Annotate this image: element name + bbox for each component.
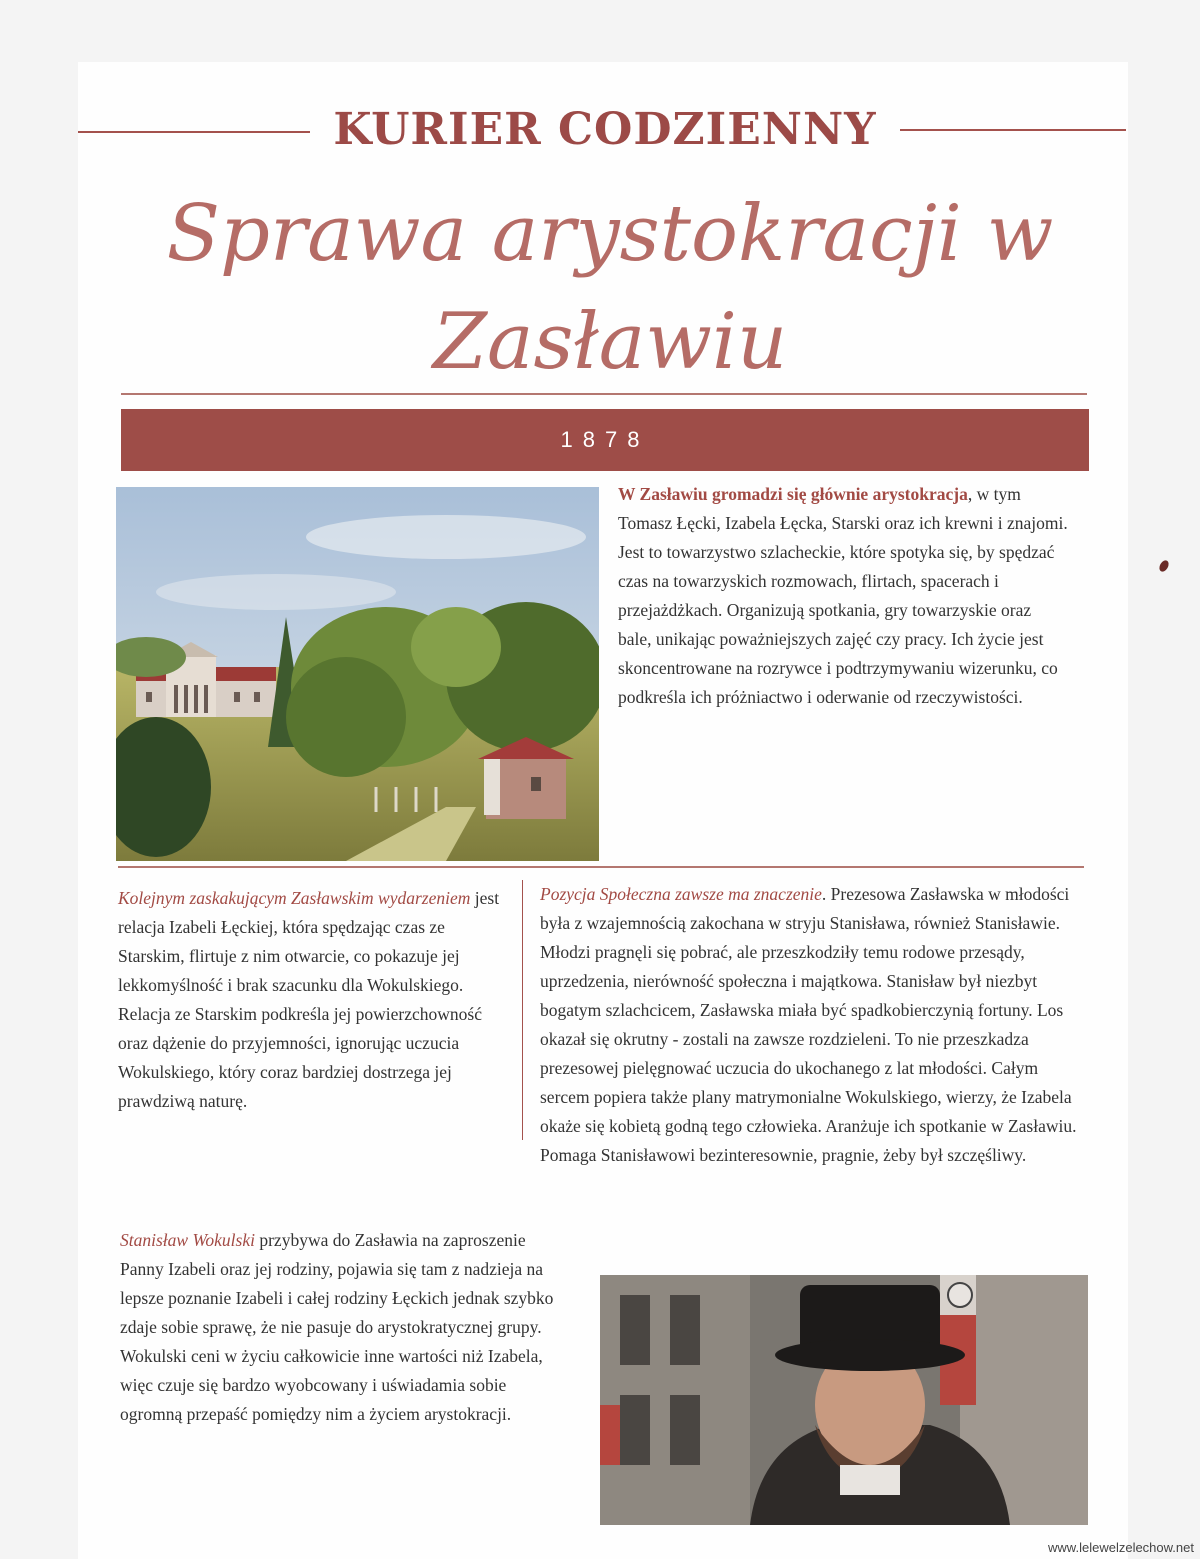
article-izabela-body: jest relacja Izabeli Łęckiej, która spędzając czas ze Starskim, flirtuje z nim otwarcie, co pokazuje jej lekkomyślność i brak szacunku dla Wokulskiego. Relacja ze Starskim podkreśla jej powierzchowność oraz dążenie do przyjemności, ignorując uczucia Wokulskiego, który coraz bardziej dostrzega jej prawdziwą naturę. [118,888,500,1111]
article-pozycja-spoleczna [540,880,1090,1170]
article-arystokracja-lead: W Zasławiu gromadzi się głównie arystokracja [618,484,968,504]
article-wokulski [120,1226,560,1429]
masthead-title: KURIER CODZIENNY [333,104,877,155]
ink-spot [1158,559,1171,573]
wokulski-portrait-image [600,1275,1088,1525]
headline: Sprawa arystokracji w Zasławiu [166,189,1054,387]
year-banner: 1878 [121,409,1089,471]
masthead-rule-right [900,129,1126,131]
headline-rule [121,393,1087,395]
article-izabela-lead: Kolejnym zaskakującym Zasławskim wydarzeniem [118,888,471,908]
source-watermark: www.lelewelzelechow.net [1048,1540,1194,1555]
article-arystokracja [618,480,1068,712]
article-wokulski-lead: Stanisław Wokulski [120,1230,255,1250]
article-pozycja-body: . Prezesowa Zasławska w młodości była z wzajemnością zakochana w stryju Stanisława, również Stanisławie. Młodzi pragnęli się pobrać, ale przeszkodziły temu rodowe przesądy, uprzedzenia, nierówność społeczna i majątkowa. Stanisław był niezbyt bogatym szlachcicem, Zasławska miała być spadkobierczynią fortuny. Los okazał się okrutny - zostali na zawsze rozdzieleni. To nie przeszkadza prezesowej pielęgnować uczucia do ukochanego z lat młodości. Całym sercem popiera także plany matrymonialne Wokulskiego, wierzy, że Izabela okaże się kobietą godną tego człowieka. Aranżuje ich spotkanie w Zasławiu. Pomaga Stanisławowi bezinteresownie, pragnie, żeby był szczęśliwy. [540,884,1077,1165]
column-divider [522,880,523,1140]
palace-landscape-image [116,487,599,861]
article-wokulski-body: przybywa do Zasławia na zaproszenie Panny Izabeli oraz jej rodziny, pojawia się tam z nadzieja na lepsze poznanie Izabeli i całej rodziny Łęckich jednak szybko zdaje sobie sprawę, że nie pasuje do arystokratycznej grupy. Wokulski ceni w życiu całkowicie inne wartości niż Izabela, więc czuje się bardzo wyobcowany i uświadamia sobie ogromną przepaść pomiędzy nim a życiem arystokracji. [120,1230,554,1424]
section-rule [118,866,1084,868]
article-izabela-starski [118,884,508,1116]
masthead-rule-left [78,131,310,133]
article-arystokracja-body: , w tym Tomasz Łęcki, Izabela Łęcka, Starski oraz ich krewni i znajomi. Jest to towarzystwo szlacheckie, które spotyka się, by spędzać czas na towarzyskich rozmowach, flirtach, spacerach i przejażdżkach. Organizują spotkania, gry towarzyskie oraz bale, unikając poważniejszych zajęć czy pracy. Ich życie jest skoncentrowane na rozrywce i podtrzymywaniu wizerunku, co podkreśla ich próżniactwo i oderwanie od rzeczywistości. [618,484,1068,707]
article-pozycja-lead: Pozycja Społeczna zawsze ma znaczenie [540,884,822,904]
